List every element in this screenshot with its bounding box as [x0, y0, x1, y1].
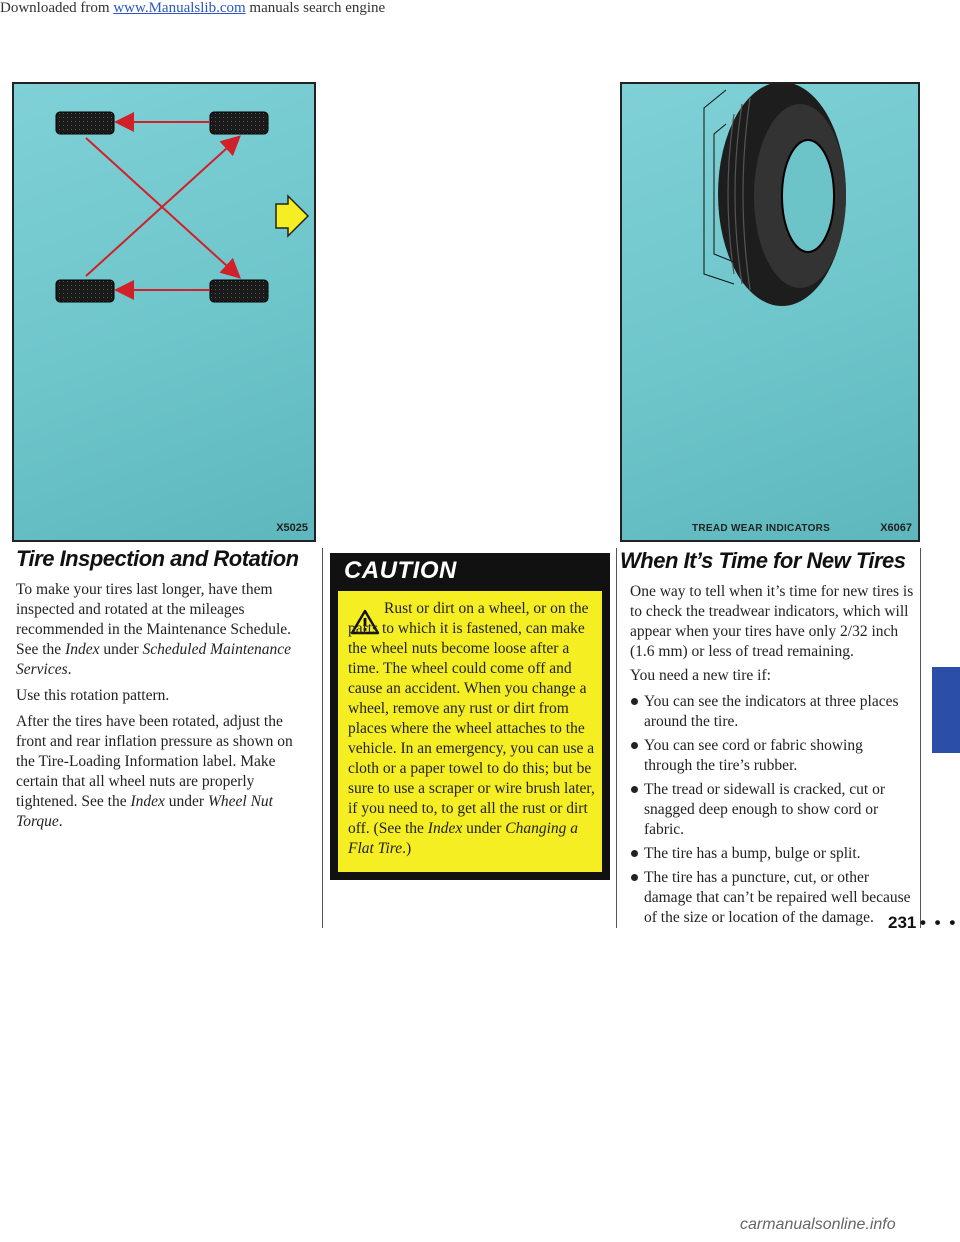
rotation-after-paragraph: After the tires have been rotated, adjust the front and rear inflation pressure as shown on the Tire-Loading Information label. Make certain that all wheel nuts are properly tightened. See the Index under Wheel Nut Torque. — [16, 713, 293, 830]
footer-watermark: carmanualsonline.info — [740, 1216, 896, 1233]
new-tire-conditions-list — [630, 692, 912, 928]
index-reference: Index — [427, 820, 463, 837]
list-item: You can see the indicators at three places around the tire. — [630, 692, 912, 732]
cross-reference: Changing a Flat Tire — [348, 820, 579, 857]
caution-title: CAUTION — [344, 557, 457, 584]
column-divider — [616, 548, 617, 928]
rotation-diagram — [14, 84, 314, 540]
front-left-tire — [56, 112, 114, 134]
download-header — [0, 0, 385, 17]
tire-rim-icon — [782, 140, 834, 252]
new-tire-if-paragraph: You need a new tire if: — [630, 667, 771, 684]
list-item: The tread or sidewall is cracked, cut or snagged deep enough to show cord or fabric. — [630, 780, 912, 840]
list-item: The tire has a puncture, cut, or other damage that can’t be repaired well because of the size or location of the damage. — [630, 868, 912, 928]
section-heading-rotation: Tire Inspection and Rotation — [16, 546, 299, 571]
page-dots: • • • — [920, 913, 958, 932]
caution-box — [330, 553, 610, 880]
figure-caption: TREAD WEAR INDICATORS — [692, 523, 831, 534]
column-divider — [322, 548, 323, 928]
list-item: The tire has a bump, bulge or split. — [630, 844, 912, 864]
figure-code: X6067 — [880, 522, 912, 534]
bullet-icon — [631, 850, 638, 857]
index-reference: Index — [130, 793, 165, 810]
section-heading-new-tires: When It’s Time for New Tires — [620, 548, 906, 573]
column-divider — [920, 548, 921, 928]
rear-right-tire — [210, 280, 268, 302]
caution-text: Rust or dirt on a wheel, or on the parts to which it is fastened, can make the wheel nuts become loose after a time. The wheel could come off and cause an accident. When you change a wheel, remove any rust or dirt from places where the wheel attaches to the vehicle. In an emergency, you can use a cloth or a paper towel to do this; but be sure to use a scraper or wire brush later, if you need to, to get all the rust or dirt off. (See the Index under Changing a Flat Tire.) — [348, 600, 595, 857]
bullet-icon — [631, 698, 638, 705]
section-tab-marker — [932, 667, 960, 753]
figure-code: X5025 — [276, 522, 308, 534]
forward-direction-icon — [276, 196, 308, 236]
tire-illustration — [622, 84, 918, 540]
tread-wear-figure — [620, 82, 920, 542]
header-prefix: Downloaded from — [0, 0, 114, 16]
bullet-icon — [631, 874, 638, 881]
rotation-intro-paragraph: To make your tires last longer, have them inspected and rotated at the mileages recommended in the Maintenance Schedule. See the Index under Scheduled Maintenance Services. — [16, 581, 292, 678]
new-tires-intro-paragraph: One way to tell when it’s time for new tires is to check the treadwear indicators, which will appear when your tires have only 2/32 inch (1.6 mm) or less of tread remaining. — [630, 583, 914, 660]
rotation-pattern-figure — [12, 82, 316, 542]
bullet-icon — [631, 742, 638, 749]
list-item: You can see cord or fabric showing through the tire’s rubber. — [630, 736, 912, 776]
header-suffix: manuals search engine — [245, 0, 386, 16]
cross-reference: Wheel Nut Torque — [16, 793, 273, 830]
index-reference: Index — [65, 641, 100, 658]
cross-reference: Scheduled Maintenance Services — [16, 641, 292, 678]
manualslib-link[interactable]: www.Manualslib.com — [113, 0, 246, 16]
page-number: 231 — [888, 913, 917, 932]
front-right-tire — [210, 112, 268, 134]
bullet-icon — [631, 786, 638, 793]
rotation-pattern-paragraph: Use this rotation pattern. — [16, 687, 170, 704]
rear-left-tire — [56, 280, 114, 302]
caution-body — [338, 591, 602, 872]
